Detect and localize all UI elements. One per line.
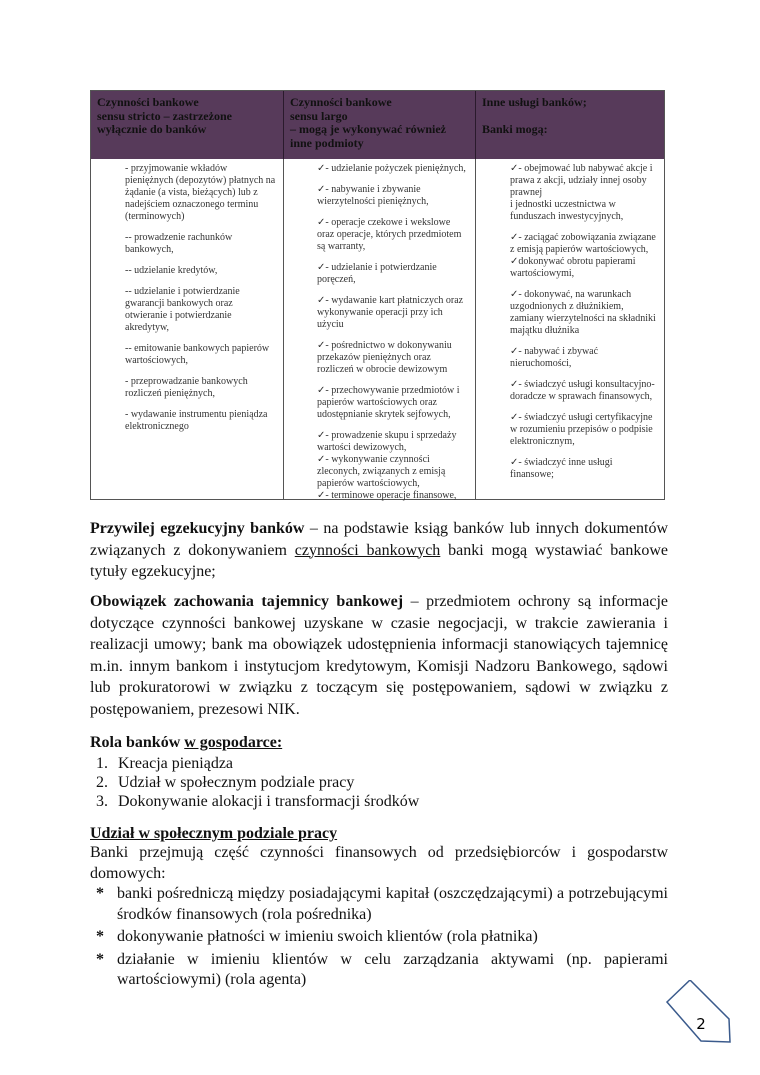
header-line: – mogą je wykonywać również: [290, 122, 446, 136]
item-number: 3.: [96, 793, 108, 810]
list-item: ✓- świadczyć usługi konsultacyjno-doradcze w sprawach finansowych,: [510, 379, 655, 402]
bullet-icon: *: [96, 950, 104, 968]
list-item: - wydawanie instrumentu pieniądza elektronicznego: [125, 409, 268, 432]
item-number: 2.: [96, 774, 108, 791]
header-cell-stricto: [91, 91, 284, 159]
term-bold: Obowiązek zachowania tajemnicy bankowej: [90, 593, 404, 610]
page-number: 2: [696, 1015, 706, 1033]
header-line: sensu stricto – zastrzeżone: [97, 108, 232, 123]
list-item: [90, 950, 668, 991]
list-item: ✓- wykonywanie czynności zleconych, związanych z emisją papierów wartościowych,: [317, 454, 446, 489]
list-item: [90, 792, 419, 811]
list-item: ✓- prowadzenie skupu i sprzedaży wartości dewizowych,: [317, 430, 457, 453]
header-cell-other: [476, 91, 664, 159]
header-line: sensu largo: [290, 108, 348, 123]
heading-text-underlined: w gospodarce:: [184, 734, 283, 751]
bullet-icon: *: [96, 885, 104, 902]
term-bold: Przywilej egzekucyjny banków: [90, 520, 305, 537]
udzial-intro: Banki przejmują część czynności finansowych od przedsiębiorców i gospodarstw domowych:: [90, 844, 668, 882]
udzial-heading: Udział w społecznym podziale pracy: [90, 825, 338, 842]
list-item: ✓- udzielanie pożyczek pieniężnych,: [317, 163, 466, 174]
item-text: Udział w społecznym podziale pracy: [118, 774, 355, 791]
paragraph-tajemnica: [90, 591, 668, 720]
item-text: banki pośredniczą między posiadającymi kapitał (oszczędzającymi) a potrzebującymi środków finansowych (rola pośrednika): [117, 885, 668, 923]
czynnosci-bankowe-link[interactable]: czynności bankowych: [294, 541, 441, 559]
header-line: Banki mogą:: [482, 122, 548, 136]
item-text: dokonywanie płatności w imieniu swoich klientów (rola płatnika): [117, 928, 538, 945]
list-item: ✓- udzielanie i potwierdzanie poręczeń,: [317, 262, 437, 285]
header-spacer: [482, 110, 658, 124]
banking-activities-table: [90, 90, 665, 500]
table-header: [91, 91, 664, 159]
list-item: -- emitowanie bankowych papierów wartościowych,: [125, 343, 270, 366]
item-text: Dokonywanie alokacji i transformacji środków: [118, 793, 420, 810]
list-item: ✓- nabywać i zbywać nieruchomości,: [510, 346, 599, 369]
table-body: [91, 159, 664, 499]
list-item: [90, 927, 668, 948]
list-item: [90, 754, 419, 773]
cell-largo: [284, 159, 476, 499]
header-line: Czynności bankowe: [97, 95, 199, 109]
bullet-icon: *: [96, 928, 104, 945]
rola-list: [90, 754, 419, 811]
header-line: Czynności bankowe: [290, 95, 392, 109]
header-line: inne podmioty: [290, 135, 364, 150]
list-item: ✓- terminowe operacje finansowe,: [317, 490, 457, 501]
page-number-marker: [665, 980, 745, 1060]
list-item: -- prowadzenie rachunków bankowych,: [125, 232, 233, 255]
header-line: wyłącznie do banków: [97, 122, 207, 136]
paragraph-przywilej: [90, 518, 668, 583]
heading-text: Rola banków: [90, 734, 185, 751]
cell-other: [476, 159, 664, 499]
list-item: [90, 773, 419, 792]
list-item: ✓- nabywanie i zbywanie wierzytelności pieniężnych,: [317, 184, 429, 207]
list-item: [90, 884, 668, 925]
list-item: ✓- wydawanie kart płatniczych oraz wykonywanie operacji przy ich użyciu: [317, 295, 464, 330]
rola-heading: [90, 734, 282, 752]
list-item: i jednostki uczestnictwa w funduszach inwestycyjnych,: [510, 199, 624, 222]
list-item: -- udzielanie kredytów,: [125, 265, 218, 276]
list-item: ✓- świadczyć inne usługi finansowe;: [510, 457, 613, 480]
list-item: - przeprowadzanie bankowych rozliczeń pieniężnych,: [125, 376, 248, 399]
list-item: ✓- świadczyć usługi certyfikacyjne w rozumieniu przepisów o podpisie elektronicznym,: [510, 412, 653, 447]
header-cell-largo: [284, 91, 476, 159]
list-item: ✓dokonywać obrotu papierami wartościowymi,: [510, 256, 636, 279]
list-item: ✓- zaciągać zobowiązania związane z emisją papierów wartościowych,: [510, 232, 656, 255]
list-item: ✓- pośrednictwo w dokonywaniu przekazów pieniężnych oraz rozliczeń w obrocie dewizowym: [317, 340, 452, 375]
item-text: działanie w imieniu klientów w celu zarządzania aktywami (np. papierami wartościowymi) (rola agenta): [117, 950, 668, 988]
paragraph-text: banki mogą wystawiać bankowe tytuły egzekucyjne;: [90, 541, 668, 580]
list-item: - przyjmowanie wkładów pieniężnych (depozytów) płatnych na żądanie (a vista, bieżących) lub z nadejściem oznaczonego terminu (terminowych): [125, 163, 276, 222]
list-item: ✓- przechowywanie przedmiotów i papierów wartościowych oraz udostępnianie skrytek sejfowych,: [317, 385, 460, 420]
header-line: Inne usługi banków;: [482, 95, 587, 109]
list-item: ✓- obejmować lub nabywać akcje i prawa z akcji, udziały innej osoby prawnej: [510, 163, 653, 198]
cell-stricto: [91, 159, 284, 499]
item-number: 1.: [96, 755, 108, 772]
paragraph-text: – przedmiotem ochrony są informacje dotyczące czynności bankowej uzyskane w czasie negocjacji, w trakcie zawierania i realizacji umowy; bank ma obowiązek udostępnienia informacji stanowiących tajemnicę m.in. innym bankom i instytucjom kredytowym, Komisji Nadzoru Bankowego, sądowi lub prokuratorowi w związku z toczącym się postępowaniem, sądowi w związku z postępowaniem, prezesowi NIK.: [90, 593, 668, 718]
list-item: ✓- dokonywać, na warunkach uzgodnionych z dłużnikiem, zamiany wierzytelności na składniki majątku dłużnika: [510, 289, 656, 336]
list-item: -- udzielanie i potwierdzanie gwarancji bankowych oraz otwieranie i potwierdzanie akredytyw,: [125, 286, 240, 333]
paragraph-text: – na podstawie ksiąg banków lub innych dokumentów związanych z dokonywaniem: [90, 520, 668, 559]
list-item: ✓- operacje czekowe i wekslowe oraz operacje, których przedmiotem są warranty,: [317, 217, 462, 252]
udzial-bullets: [90, 884, 668, 993]
item-text: Kreacja pieniądza: [118, 755, 234, 772]
